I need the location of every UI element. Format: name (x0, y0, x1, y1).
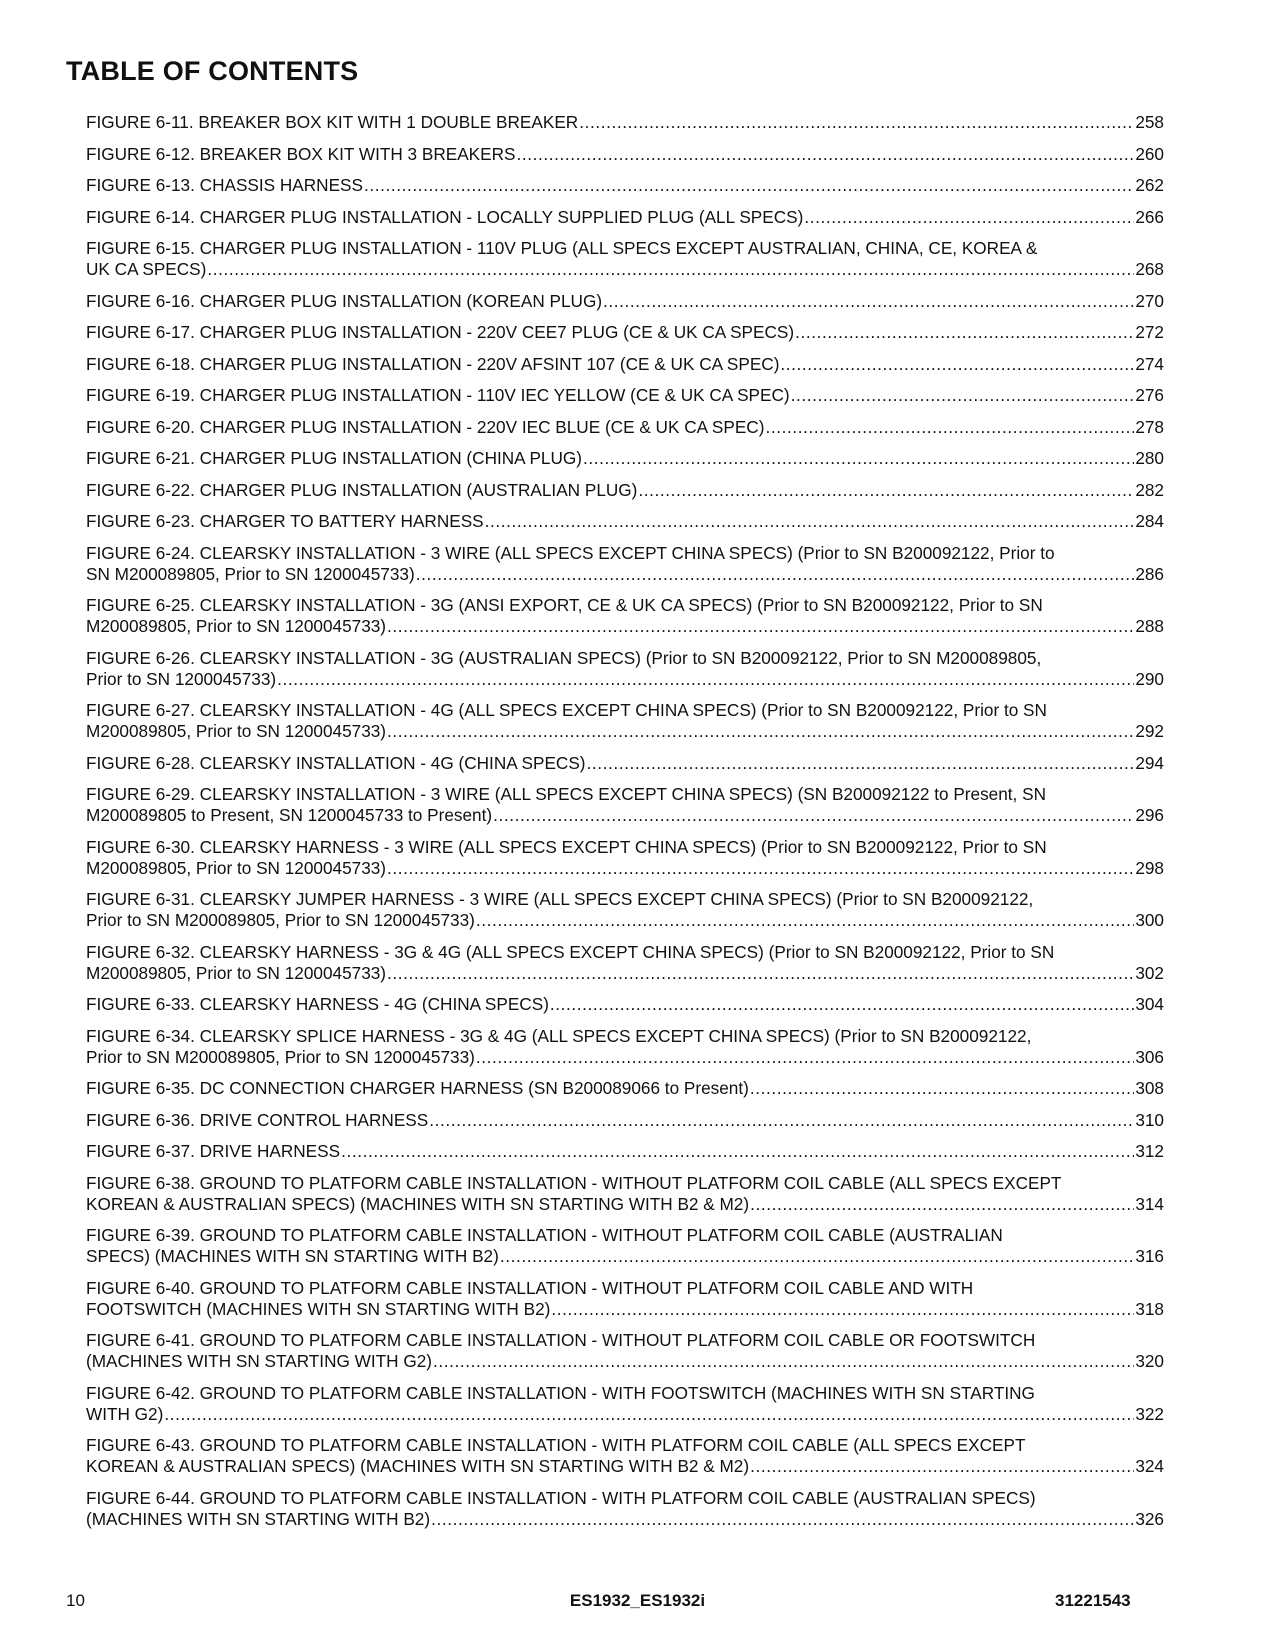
toc-entry[interactable] (86, 994, 1164, 1015)
toc-entry-title-line: FOOTSWITCH (MACHINES WITH SN STARTING WITH B2) (86, 1298, 551, 1319)
toc-entry-page: 272 (1135, 322, 1164, 342)
page-title: TABLE OF CONTENTS (66, 56, 359, 86)
toc-entry-page: 288 (1135, 616, 1164, 636)
dot-leader (791, 385, 1135, 406)
toc-entry-title-line: Prior to SN 1200045733) (86, 668, 277, 689)
toc-entry-page: 268 (1135, 259, 1164, 279)
toc-entry-title-line: M200089805 to Present, SN 1200045733 to Present) (86, 805, 493, 825)
toc-entry[interactable] (86, 511, 1164, 532)
toc-entry-title-line: FIGURE 6-36. DRIVE CONTROL HARNESS (86, 1109, 429, 1130)
dot-leader (485, 511, 1135, 532)
toc-list (86, 112, 1164, 1540)
toc-entry-page: 296 (1135, 805, 1164, 825)
toc-entry-title-line: FIGURE 6-30. CLEARSKY HARNESS - 3 WIRE (ALL SPECS EXCEPT CHINA SPECS) (Prior to SN B200092122, Prior to SN (86, 836, 1047, 857)
toc-entry[interactable] (86, 648, 1164, 690)
footer-page-number: 10 (66, 1591, 85, 1610)
toc-entry[interactable] (86, 175, 1164, 196)
toc-entry[interactable] (86, 1330, 1164, 1372)
toc-entry-title-line: FIGURE 6-14. CHARGER PLUG INSTALLATION - LOCALLY SUPPLIED PLUG (ALL SPECS) (86, 206, 804, 227)
dot-leader (583, 448, 1134, 469)
toc-entry-page: 322 (1135, 1403, 1164, 1424)
toc-entry-title-line: FIGURE 6-23. CHARGER TO BATTERY HARNESS (86, 511, 484, 531)
toc-entry-title-line: FIGURE 6-32. CLEARSKY HARNESS - 3G & 4G (ALL SPECS EXCEPT CHINA SPECS) (Prior to SN B200092122, Prior to SN (86, 941, 1055, 962)
toc-entry-title-line: Prior to SN M200089805, Prior to SN 1200045733) (86, 1046, 475, 1067)
toc-entry[interactable] (86, 1078, 1164, 1099)
toc-entry-title-line: FIGURE 6-31. CLEARSKY JUMPER HARNESS - 3 WIRE (ALL SPECS EXCEPT CHINA SPECS) (Prior to SN B200092122, (86, 889, 1034, 909)
toc-entry-title-line: FIGURE 6-15. CHARGER PLUG INSTALLATION - 110V PLUG (ALL SPECS EXCEPT AUSTRALIAN, CHINA, CE, KOREA & (86, 238, 1038, 258)
toc-entry[interactable] (86, 889, 1164, 931)
toc-entry[interactable] (86, 448, 1164, 469)
toc-entry-page: 282 (1135, 479, 1164, 500)
toc-entry[interactable] (86, 1110, 1164, 1131)
toc-entry-page: 292 (1135, 721, 1164, 741)
toc-entry-title-line: FIGURE 6-43. GROUND TO PLATFORM CABLE INSTALLATION - WITH PLATFORM COIL CABLE (ALL SPECS EXCEPT (86, 1435, 1026, 1455)
toc-entry[interactable] (86, 543, 1164, 585)
toc-entry-title-line: WITH G2) (86, 1403, 164, 1424)
toc-entry-page: 290 (1135, 668, 1164, 689)
footer-doc-number: 31221543 (1055, 1591, 1131, 1610)
toc-entry-title-line: FIGURE 6-44. GROUND TO PLATFORM CABLE INSTALLATION - WITH PLATFORM COIL CABLE (AUSTRALIAN SPECS) (86, 1487, 1036, 1508)
toc-entry-title-line: FIGURE 6-16. CHARGER PLUG INSTALLATION (KOREAN PLUG) (86, 290, 603, 311)
dot-leader (493, 805, 1134, 826)
dot-leader (433, 1351, 1134, 1372)
dot-leader (780, 354, 1134, 375)
toc-entry-page: 300 (1135, 910, 1164, 930)
toc-entry-title-line: FIGURE 6-25. CLEARSKY INSTALLATION - 3G (ANSI EXPORT, CE & UK CA SPECS) (Prior to SN B200092122, Prior to SN (86, 595, 1043, 615)
toc-entry-title-line: M200089805, Prior to SN 1200045733) (86, 857, 387, 878)
toc-entry-title-line: FIGURE 6-22. CHARGER PLUG INSTALLATION (AUSTRALIAN PLUG) (86, 479, 638, 500)
toc-entry[interactable] (86, 354, 1164, 375)
dot-leader (431, 1509, 1134, 1530)
toc-entry[interactable] (86, 322, 1164, 343)
toc-entry-page: 304 (1135, 994, 1164, 1014)
dot-leader (765, 417, 1134, 438)
dot-leader (476, 1047, 1134, 1068)
toc-entry-page: 284 (1135, 511, 1164, 531)
toc-entry-page: 302 (1135, 962, 1164, 983)
toc-entry-page: 312 (1135, 1141, 1164, 1161)
toc-entry-title-line: SN M200089805, Prior to SN 1200045733) (86, 563, 415, 584)
toc-entry-page: 314 (1135, 1193, 1164, 1214)
dot-leader (429, 1110, 1134, 1131)
dot-leader (551, 1299, 1134, 1320)
toc-entry[interactable] (86, 700, 1164, 742)
dot-leader (476, 910, 1134, 931)
dot-leader (207, 259, 1134, 280)
dot-leader (587, 753, 1135, 774)
toc-entry[interactable] (86, 1488, 1164, 1530)
toc-entry[interactable] (86, 480, 1164, 501)
dot-leader (341, 1141, 1134, 1162)
toc-entry-title-line: FIGURE 6-19. CHARGER PLUG INSTALLATION - 110V IEC YELLOW (CE & UK CA SPEC) (86, 385, 790, 405)
toc-entry-page: 258 (1135, 112, 1164, 132)
toc-entry-title-line: M200089805, Prior to SN 1200045733) (86, 616, 387, 636)
dot-leader (795, 322, 1134, 343)
toc-entry-page: 276 (1135, 385, 1164, 405)
toc-entry[interactable] (86, 942, 1164, 984)
toc-entry[interactable] (86, 238, 1164, 280)
dot-leader (277, 669, 1134, 690)
toc-entry-title-line: (MACHINES WITH SN STARTING WITH G2) (86, 1351, 432, 1371)
toc-entry-title-line: FIGURE 6-26. CLEARSKY INSTALLATION - 3G (AUSTRALIAN SPECS) (Prior to SN B200092122, Prior to SN M200089805, (86, 647, 1042, 668)
toc-entry-title-line: FIGURE 6-29. CLEARSKY INSTALLATION - 3 WIRE (ALL SPECS EXCEPT CHINA SPECS) (SN B200092122 to Present, SN (86, 784, 1046, 804)
toc-entry-page: 270 (1135, 290, 1164, 311)
dot-leader (387, 721, 1134, 742)
toc-entry-page: 308 (1135, 1078, 1164, 1098)
toc-entry-title-line: FIGURE 6-39. GROUND TO PLATFORM CABLE INSTALLATION - WITHOUT PLATFORM COIL CABLE (AUSTRALIAN (86, 1225, 1003, 1245)
toc-entry[interactable] (86, 385, 1164, 406)
toc-entry[interactable] (86, 1173, 1164, 1215)
dot-leader (750, 1194, 1134, 1215)
toc-entry-title-line: FIGURE 6-18. CHARGER PLUG INSTALLATION - 220V AFSINT 107 (CE & UK CA SPEC) (86, 353, 780, 374)
toc-entry-page: 298 (1135, 857, 1164, 878)
toc-entry-title-line: FIGURE 6-24. CLEARSKY INSTALLATION - 3 WIRE (ALL SPECS EXCEPT CHINA SPECS) (Prior to SN B200092122, Prior to (86, 542, 1055, 563)
dot-leader (750, 1456, 1134, 1477)
toc-entry-title-line: M200089805, Prior to SN 1200045733) (86, 721, 387, 741)
toc-entry[interactable] (86, 1435, 1164, 1477)
toc-entry-title-line: FIGURE 6-13. CHASSIS HARNESS (86, 175, 363, 195)
toc-entry-page: 260 (1135, 143, 1164, 164)
toc-entry[interactable] (86, 417, 1164, 438)
toc-entry-title-line: FIGURE 6-38. GROUND TO PLATFORM CABLE INSTALLATION - WITHOUT PLATFORM COIL CABLE (ALL SPECS EXCEPT (86, 1172, 1062, 1193)
toc-entry[interactable] (86, 207, 1164, 228)
toc-entry-title-line: FIGURE 6-35. DC CONNECTION CHARGER HARNESS (SN B200089066 to Present) (86, 1078, 749, 1098)
toc-entry-page: 310 (1135, 1109, 1164, 1130)
toc-entry-page: 320 (1135, 1351, 1164, 1371)
toc-entry-title-line: FIGURE 6-42. GROUND TO PLATFORM CABLE INSTALLATION - WITH FOOTSWITCH (MACHINES WITH SN STARTING (86, 1382, 1035, 1403)
toc-entry-page: 326 (1135, 1508, 1164, 1529)
toc-entry-title-line: FIGURE 6-34. CLEARSKY SPLICE HARNESS - 3G & 4G (ALL SPECS EXCEPT CHINA SPECS) (Prior to SN B200092122, (86, 1025, 1032, 1046)
dot-leader (516, 144, 1134, 165)
toc-entry[interactable] (86, 1383, 1164, 1425)
toc-entry-title-line: FIGURE 6-12. BREAKER BOX KIT WITH 3 BREAKERS (86, 143, 516, 164)
dot-leader (638, 480, 1134, 501)
dot-leader (364, 175, 1134, 196)
toc-entry-title-line: FIGURE 6-28. CLEARSKY INSTALLATION - 4G (CHINA SPECS) (86, 752, 586, 773)
dot-leader (387, 963, 1134, 984)
toc-entry-page: 306 (1135, 1046, 1164, 1067)
toc-entry[interactable] (86, 144, 1164, 165)
toc-entry-page: 280 (1135, 448, 1164, 468)
toc-entry-title-line: FIGURE 6-40. GROUND TO PLATFORM CABLE INSTALLATION - WITHOUT PLATFORM COIL CABLE AND WITH (86, 1277, 974, 1298)
toc-entry-title-line: (MACHINES WITH SN STARTING WITH B2) (86, 1508, 431, 1529)
toc-entry-page: 286 (1135, 563, 1164, 584)
toc-entry-page: 266 (1135, 206, 1164, 227)
toc-entry-title-line: M200089805, Prior to SN 1200045733) (86, 962, 387, 983)
toc-entry-title-line: FIGURE 6-27. CLEARSKY INSTALLATION - 4G (ALL SPECS EXCEPT CHINA SPECS) (Prior to SN B200092122, Prior to SN (86, 700, 1047, 720)
toc-entry-title-line: FIGURE 6-41. GROUND TO PLATFORM CABLE INSTALLATION - WITHOUT PLATFORM COIL CABLE OR FOOTSWITCH (86, 1330, 1036, 1350)
toc-entry[interactable] (86, 1225, 1164, 1267)
toc-entry[interactable] (86, 1026, 1164, 1068)
dot-leader (387, 858, 1134, 879)
dot-leader (387, 616, 1134, 637)
toc-entry-page: 324 (1135, 1456, 1164, 1476)
toc-entry-title-line: Prior to SN M200089805, Prior to SN 1200045733) (86, 910, 475, 930)
toc-entry[interactable] (86, 837, 1164, 879)
toc-entry-page: 262 (1135, 175, 1164, 195)
toc-entry-title-line: FIGURE 6-37. DRIVE HARNESS (86, 1141, 341, 1161)
toc-entry-title-line: FIGURE 6-17. CHARGER PLUG INSTALLATION - 220V CEE7 PLUG (CE & UK CA SPECS) (86, 322, 795, 342)
toc-entry-page: 274 (1135, 353, 1164, 374)
toc-entry-page: 316 (1135, 1246, 1164, 1266)
toc-entry[interactable] (86, 112, 1164, 133)
toc-entry-title-line: FIGURE 6-20. CHARGER PLUG INSTALLATION - 220V IEC BLUE (CE & UK CA SPEC) (86, 416, 765, 437)
dot-leader (579, 112, 1134, 133)
toc-entry-title-line: SPECS) (MACHINES WITH SN STARTING WITH B2) (86, 1246, 499, 1266)
toc-entry[interactable] (86, 1141, 1164, 1162)
dot-leader (550, 994, 1134, 1015)
toc-entry-page: 278 (1135, 416, 1164, 437)
toc-entry[interactable] (86, 595, 1164, 637)
toc-entry[interactable] (86, 291, 1164, 312)
toc-entry-title-line: KOREAN & AUSTRALIAN SPECS) (MACHINES WITH SN STARTING WITH B2 & M2) (86, 1456, 750, 1476)
dot-leader (603, 291, 1134, 312)
toc-entry[interactable] (86, 1278, 1164, 1320)
toc-entry-title-line: UK CA SPECS) (86, 259, 207, 279)
dot-leader (804, 207, 1134, 228)
dot-leader (750, 1078, 1134, 1099)
dot-leader (500, 1246, 1134, 1267)
toc-entry-title-line: FIGURE 6-11. BREAKER BOX KIT WITH 1 DOUBLE BREAKER (86, 112, 579, 132)
toc-entry[interactable] (86, 753, 1164, 774)
toc-entry-page: 318 (1135, 1298, 1164, 1319)
dot-leader (416, 564, 1135, 585)
dot-leader (164, 1404, 1134, 1425)
toc-entry-title-line: FIGURE 6-33. CLEARSKY HARNESS - 4G (CHINA SPECS) (86, 994, 549, 1014)
toc-entry-page: 294 (1135, 752, 1164, 773)
toc-entry-title-line: FIGURE 6-21. CHARGER PLUG INSTALLATION (CHINA PLUG) (86, 448, 582, 468)
toc-entry-title-line: KOREAN & AUSTRALIAN SPECS) (MACHINES WITH SN STARTING WITH B2 & M2) (86, 1193, 750, 1214)
toc-entry[interactable] (86, 784, 1164, 826)
footer-model: ES1932_ES1932i (569, 1591, 706, 1610)
